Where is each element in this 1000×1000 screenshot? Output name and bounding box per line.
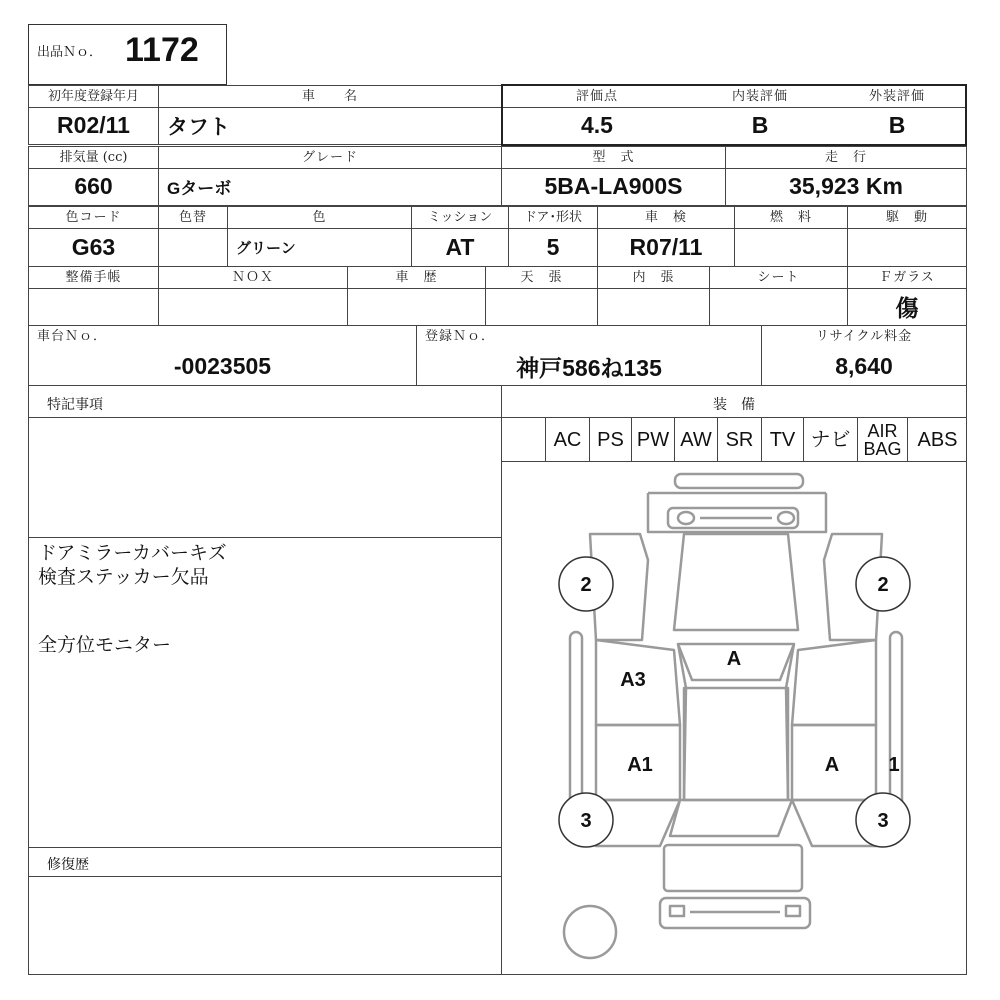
equipment-blank: [501, 418, 545, 462]
notes-label: 特記事項: [47, 397, 103, 413]
registration-number-label: 登録Ｎｏ．: [425, 329, 496, 344]
equipment-ac: AC: [545, 418, 589, 462]
front-glass-value: 傷: [895, 296, 919, 322]
registration-number-value: 神戸586ね135: [516, 354, 662, 381]
windshield-mark: A: [726, 648, 742, 670]
lot-number-box: [28, 24, 227, 85]
car-history-label: 車 歴: [348, 267, 485, 289]
registration-date-value: R02/11: [57, 112, 130, 138]
recycle-fee-value: 8,640: [835, 352, 893, 379]
equipment-label: 装 備: [713, 397, 755, 413]
color-change-value: [159, 228, 227, 266]
interior-grade-label: 内装評価: [691, 86, 829, 108]
interior-grade-cell: [691, 86, 830, 144]
right-headlight: [778, 512, 794, 524]
right-front-door-outline: [792, 640, 876, 725]
left-headlight: [678, 512, 694, 524]
evaluation-score-value: 4.5: [581, 112, 613, 138]
interior-trim-label: 内 張: [598, 267, 709, 289]
equipment-ps: PS: [589, 418, 631, 462]
roof-lining-label: 天 張: [486, 267, 597, 289]
grade-cell: [158, 146, 502, 206]
car-diagram: [501, 461, 967, 975]
displacement-value: 660: [74, 173, 113, 199]
car-history-cell: [347, 266, 486, 326]
right-front-pillar: [890, 632, 902, 822]
exterior-grade-value: B: [888, 112, 906, 138]
color-code-cell: [28, 206, 159, 267]
recycle-fee-label: リサイクル料金: [815, 329, 913, 344]
notes-section: [28, 385, 502, 975]
model-code-cell: [501, 146, 726, 206]
transmission-cell: [411, 206, 509, 267]
equipment-sr: SR: [717, 418, 761, 462]
notes-header: [28, 385, 502, 418]
car-name-label: 車 名: [159, 86, 501, 108]
interior-grade-value: B: [751, 112, 769, 138]
inspection-value: R07/11: [629, 233, 703, 260]
chassis-number-label: 車台Ｎｏ．: [37, 329, 108, 344]
chassis-number-value: -0023505: [173, 352, 272, 379]
mileage-label: 走 行: [726, 147, 966, 169]
model-code-value: 5BA-LA900S: [544, 173, 683, 199]
color-cell: [227, 206, 412, 267]
nox-cell: [158, 266, 348, 326]
registration-date-label: 初年度登録年月: [29, 86, 158, 108]
registration-number-cell: [416, 325, 762, 386]
drive-value: [848, 228, 966, 266]
maintenance-book-label: 整備手帳: [29, 267, 158, 289]
spare-tire-outline: [564, 906, 616, 958]
door-shape-value: 5: [546, 233, 560, 260]
mileage-cell: [725, 146, 967, 206]
rear-left-tire-mark: 3: [580, 810, 592, 832]
tailgate-outline: [664, 845, 802, 891]
registration-date-cell: [28, 85, 159, 145]
displacement-label: 排気量 (cc): [29, 147, 158, 169]
front-right-tire-mark: 2: [877, 574, 889, 596]
repair-history-header: [28, 847, 502, 877]
front-bumper-outline: [675, 474, 803, 488]
rear-right-tire-mark: 3: [877, 810, 889, 832]
transmission-value: AT: [445, 233, 475, 260]
rear-glass-outline: [670, 800, 792, 836]
color-code-label: 色コード: [29, 207, 158, 229]
chassis-number-cell: [28, 325, 417, 386]
drive-label: 駆 動: [848, 207, 966, 229]
exterior-grade-label: 外装評価: [829, 86, 965, 108]
exterior-grade-cell: [829, 86, 965, 144]
interior-trim-cell: [597, 266, 710, 326]
inspection-label: 車 検: [598, 207, 734, 229]
maintenance-book-cell: [28, 266, 159, 326]
color-change-label: 色替: [159, 207, 227, 229]
equipment-aw: AW: [674, 418, 717, 462]
displacement-cell: [28, 146, 159, 206]
recycle-fee-cell: [761, 325, 967, 386]
evaluation-score-label: 評価点: [503, 86, 691, 108]
car-name-cell: [158, 85, 502, 145]
front-glass-cell: [847, 266, 967, 326]
lot-number-label: 出品Ｎｏ．: [37, 45, 103, 60]
left-rear-door-mark: A1: [627, 754, 653, 776]
front-left-tire-mark: 2: [580, 574, 592, 596]
color-code-value: G63: [71, 233, 116, 260]
roof-panel-outline: [684, 688, 788, 800]
grade-label: グレード: [159, 147, 501, 169]
equipment-abs: ABS: [907, 418, 967, 462]
color-value: グリーン: [236, 239, 296, 257]
left-front-door-mark: A3: [620, 669, 646, 691]
car-name-value: タフト: [167, 115, 230, 139]
equipment-pw: PW: [631, 418, 674, 462]
right-rear-door-mark: A: [824, 754, 840, 776]
windshield-outline: [674, 534, 798, 630]
front-glass-label: Ｆガラス: [848, 267, 966, 289]
right-rear-quarter-mark: 1: [888, 754, 900, 776]
note-line-3: 全方位モニター: [38, 634, 172, 656]
note-line-2: 検査ステッカー欠品: [38, 566, 209, 588]
grade-value: Gターボ: [167, 179, 232, 198]
equipment-airbag: AIR BAG: [857, 418, 907, 462]
fuel-label: 燃 料: [735, 207, 847, 229]
equipment-tv: TV: [761, 418, 803, 462]
nox-label: ＮＯＸ: [159, 267, 347, 289]
repair-history-label: 修復歴: [47, 857, 89, 873]
equipment-navi: ナビ: [803, 418, 857, 462]
roof-lining-cell: [485, 266, 598, 326]
transmission-label: ミッション: [412, 207, 508, 229]
color-change-cell: [158, 206, 228, 267]
door-shape-cell: [508, 206, 598, 267]
equipment-header: [501, 385, 967, 418]
mileage-value: 35,923 Km: [789, 173, 903, 199]
drive-cell: [847, 206, 967, 267]
hood-outline: [648, 493, 826, 532]
model-code-label: 型 式: [502, 147, 725, 169]
door-shape-label: ドア･形状: [509, 207, 597, 229]
seat-label: シート: [710, 267, 847, 289]
fuel-cell: [734, 206, 848, 267]
inspection-cell: [597, 206, 735, 267]
color-label: 色: [228, 207, 411, 229]
evaluation-score-cell: [503, 86, 692, 144]
fuel-value: [735, 228, 847, 266]
note-line-1: ドアミラーカバーキズ: [38, 542, 227, 564]
seat-cell: [709, 266, 848, 326]
lot-number-value: 1172: [125, 31, 199, 69]
